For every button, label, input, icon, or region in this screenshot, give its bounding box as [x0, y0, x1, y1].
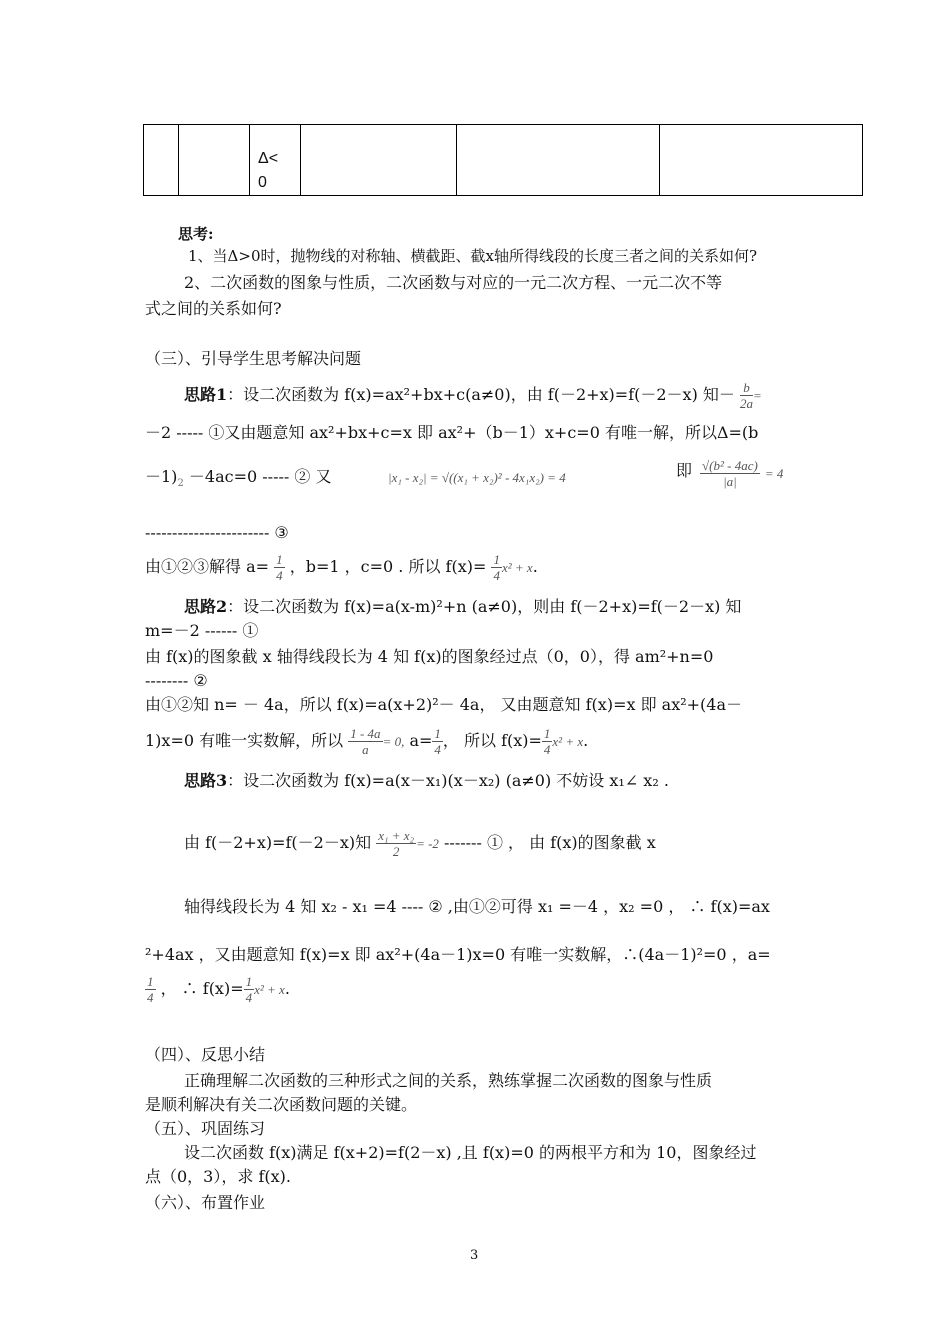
- section5-p1: 设二次函数 f(x)满足 f(x+2)=f(2－x) ,且 f(x)=0 的两根平方和为 10，图象经过: [184, 1143, 757, 1162]
- silu3-line5: [145, 974, 290, 1005]
- silu3-line1: [184, 770, 669, 792]
- delta-zero: 0: [258, 174, 267, 191]
- sikao-title: 思考:: [178, 225, 214, 243]
- frac-num: x₁ + x₂: [378, 828, 415, 843]
- silu2-text1: ：设二次函数为 f(x)=a(x-m)²+n (a≠0)，则由 f(－2+x)=f(－2－x) 知: [227, 597, 742, 616]
- frac-den: 4: [276, 568, 283, 583]
- frac-num: 1: [543, 726, 551, 741]
- table-cell: [457, 125, 660, 196]
- sikao-q2-line1: 2、二次函数的图象与性质，二次函数与对应的一元二次方程、一元二次不等: [184, 273, 723, 292]
- frac-den: a: [362, 742, 369, 757]
- fraction-b-over-2a: [740, 380, 753, 411]
- section6-title: （六）、布置作业: [145, 1193, 266, 1212]
- silu1-l5a: 由①②③解得 a=: [145, 557, 270, 576]
- silu1-line3: $-1)_2 -4ac=0$ ----- ② 又: [145, 467, 332, 490]
- period: .: [532, 557, 538, 576]
- frac-eq: = -2: [416, 836, 439, 851]
- frac-den: 4: [147, 990, 154, 1005]
- section3-title: （三）、引导学生思考解决问题: [145, 349, 362, 368]
- silu1-l3a: －1): [145, 467, 178, 486]
- silu1-result: x² + x: [501, 560, 533, 575]
- silu3-l5a: ， ∴ f(x)=: [160, 979, 244, 998]
- silu3-label: 思路3: [184, 771, 228, 790]
- silu1-formula-discriminant: [700, 458, 783, 489]
- silu2-line4: -------- ②: [145, 671, 208, 690]
- silu1-line5: [145, 552, 538, 583]
- silu3-l2a: 由 f(－2+x)=f(－2－x)知: [184, 833, 372, 852]
- silu1-line4: ----------------------- ③: [145, 523, 289, 542]
- silu2-line1: [184, 596, 741, 618]
- section4-p2: 是顺利解决有关二次函数问题的关键。: [145, 1095, 418, 1114]
- silu1-text1: ：设二次函数为 f(x)=ax²+bx+c(a≠0)，由 f(－2+x)=f(－2－x) 知－: [227, 385, 735, 404]
- frac-num: b: [740, 380, 753, 396]
- silu3-l2c: ------- ① ， 由 f(x)的图象截 x: [438, 833, 656, 852]
- period: .: [284, 979, 290, 998]
- frac-den: 4: [245, 990, 253, 1005]
- silu2-l6a: 1)x=0 有唯一实数解，所以: [145, 731, 344, 750]
- frac-den: 2: [392, 844, 400, 859]
- silu2-line3: 由 f(x)的图象截 x 轴得线段长为 4 知 f(x)的图象经过点（0，0），得 am²+n=0: [145, 647, 714, 666]
- conditions-table: [143, 124, 863, 196]
- frac-den: 2a: [740, 396, 753, 411]
- silu1-label: 思路1: [184, 385, 228, 404]
- frac-eq: = 4: [764, 466, 784, 481]
- table-cell: [660, 125, 863, 196]
- frac-num: 1: [493, 552, 500, 567]
- silu2-l6c: a=: [409, 731, 433, 750]
- silu1-eq: =: [753, 388, 762, 403]
- silu2-line5: 由①②知 n= － 4a，所以 f(x)=a(x+2)²－ 4a， 又由题意知 f(x)=x 即 ax²+(4a－: [145, 695, 743, 714]
- frac-eq: = 0,: [382, 734, 405, 749]
- frac-den: 4: [543, 742, 551, 757]
- section5-title: （五）、巩固练习: [145, 1119, 266, 1138]
- silu1-ji: 即: [676, 461, 693, 480]
- section4-title: （四）、反思小结: [145, 1045, 266, 1064]
- frac-num: 1: [434, 726, 441, 741]
- section4-p1: 正确理解二次函数的三种形式之间的关系，熟练掌握二次函数的图象与性质: [184, 1071, 713, 1090]
- silu3-line3: 轴得线段长为 4 知 x₂ - x₁ =4 ---- ② ,由①②可得 x₁ =－4 ，x₂ =0 ， ∴ f(x)=ax: [184, 897, 770, 916]
- frac-num: 1 - 4a: [350, 726, 381, 741]
- silu1-formula-distance: |x₁ - x₂| = √((x₁ + x₂)² - 4x₁x₂) = 4: [388, 470, 566, 485]
- silu3-line2: [184, 828, 656, 859]
- table-cell: [144, 125, 179, 196]
- table-cell-delta: [250, 125, 301, 196]
- frac-num: 1: [245, 974, 253, 989]
- silu3-result: x² + x: [254, 982, 285, 997]
- fraction-one-quarter: [274, 552, 285, 583]
- frac-num: √(b² - 4ac): [702, 458, 758, 473]
- silu1-line2: －2 ----- ①又由题意知 ax²+bx+c=x 即 ax²+（b－1）x+c=0 有唯一解，所以Δ=(b: [145, 423, 759, 442]
- silu2-label: 思路2: [184, 597, 228, 616]
- silu1-l5b: ，b=1 ，c=0 . 所以 f(x)=: [289, 557, 487, 576]
- period: .: [583, 731, 589, 750]
- silu2-line6: [145, 726, 588, 757]
- sikao-q1: 1、当Δ>0时，抛物线的对称轴、横截距、截x轴所得线段的长度三者之间的关系如何?: [188, 247, 757, 265]
- silu1-l3b: －4ac=0 ----- ② 又: [188, 467, 332, 486]
- silu2-result: x² + x: [552, 734, 584, 749]
- page-number: 3: [470, 1248, 479, 1263]
- section5-p2: 点（0，3），求 f(x).: [145, 1167, 291, 1186]
- silu2-line2: m=－2 ------ ①: [145, 621, 259, 640]
- silu1-line1: [184, 380, 762, 411]
- delta-label: Δ<: [258, 150, 279, 167]
- table-cell: [179, 125, 250, 196]
- table-cell: [301, 125, 457, 196]
- silu3-line4: ²+4ax ，又由题意知 f(x)=x 即 ax²+(4a－1)x=0 有唯一实数解，∴(4a－1)²=0 ，a=: [145, 945, 771, 964]
- frac-den: |a|: [723, 474, 737, 489]
- sikao-q2-line2: 式之间的关系如何?: [145, 299, 282, 318]
- frac-num: 1: [276, 552, 283, 567]
- silu3-text1: ：设二次函数为 f(x)=a(x－x₁)(x－x₂) (a≠0) 不妨设 x₁∠ x₂ .: [227, 771, 669, 790]
- frac-den: 4: [434, 742, 441, 757]
- frac-den: 4: [493, 568, 500, 583]
- frac-num: 1: [147, 974, 154, 989]
- silu2-l6d: ， 所以 f(x)=: [442, 731, 542, 750]
